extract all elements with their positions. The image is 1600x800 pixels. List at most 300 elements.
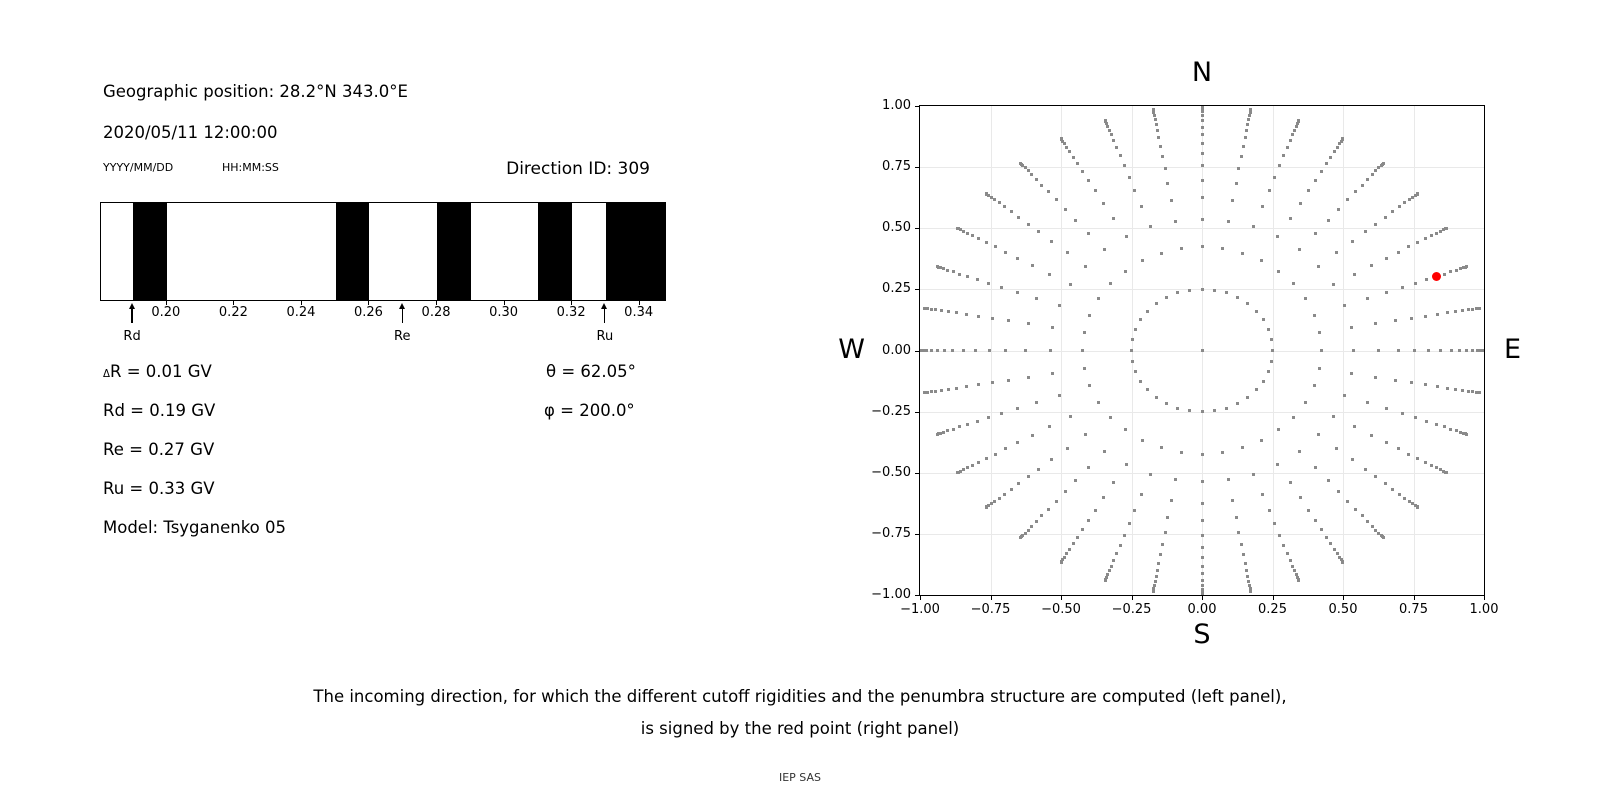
direction-dot [1157, 562, 1160, 565]
direction-dot [1153, 114, 1156, 117]
direction-dot [1140, 493, 1143, 496]
direction-dot [1055, 198, 1058, 201]
direction-dot [1455, 269, 1458, 272]
direction-dot [930, 390, 933, 393]
direction-dot [1443, 273, 1446, 276]
y-tick-label: −1.00 [871, 587, 911, 602]
direction-dot [1293, 129, 1296, 132]
direction-dot [1123, 164, 1126, 167]
direction-dot [987, 282, 990, 285]
direction-dot [1278, 164, 1281, 167]
direction-dot [1110, 565, 1113, 568]
direction-dot [952, 428, 955, 431]
direction-dot [1201, 579, 1204, 582]
direction-dot [1040, 184, 1043, 187]
direction-dot [965, 385, 968, 388]
direction-dot [1155, 575, 1158, 578]
direction-dot [1335, 251, 1338, 254]
direction-dot [1201, 133, 1204, 136]
direction-dot [1245, 129, 1248, 132]
direction-dot [1225, 291, 1228, 294]
y-tick-mark [915, 595, 919, 596]
direction-dot [1278, 534, 1281, 537]
direction-dot [956, 227, 959, 230]
direction-dot [1277, 270, 1280, 273]
direction-dot [1337, 490, 1340, 493]
gridline-horizontal [920, 228, 1484, 229]
direction-dot [1317, 433, 1320, 436]
direction-dot [1291, 133, 1294, 136]
direction-dot [1072, 542, 1075, 545]
direction-dot [1037, 468, 1040, 471]
direction-dot [1103, 450, 1106, 453]
direction-dot [1320, 349, 1323, 352]
direction-dot [1293, 569, 1296, 572]
direction-dot [990, 502, 993, 505]
direction-dot [1115, 146, 1118, 149]
direction-dot [1398, 493, 1401, 496]
direction-dot [1201, 556, 1204, 559]
direction-dot [1152, 108, 1155, 111]
direction-dot [1295, 125, 1298, 128]
direction-dot [1350, 372, 1353, 375]
direction-dot [1130, 349, 1133, 352]
direction-dot [1471, 349, 1474, 352]
direction-dot [1201, 126, 1204, 129]
direction-dot [1112, 481, 1115, 484]
direction-dot [1027, 223, 1030, 226]
direction-dot [1291, 565, 1294, 568]
direction-dot [1035, 520, 1038, 523]
direction-dot [942, 267, 945, 270]
direction-dot [1027, 376, 1030, 379]
direction-dot [1425, 278, 1428, 281]
direction-dot [1244, 136, 1247, 139]
direction-dot [1049, 349, 1052, 352]
direction-dot [1382, 162, 1385, 165]
direction-dot [936, 265, 939, 268]
direction-dot [1201, 105, 1204, 108]
direction-dot [1081, 349, 1084, 352]
direction-dot [1394, 319, 1397, 322]
direction-dot [1146, 310, 1149, 313]
direction-dot [990, 196, 993, 199]
direction-dot [919, 349, 922, 352]
direction-dot [1000, 286, 1003, 289]
x-tick-label: 0.75 [1399, 602, 1428, 617]
direction-dot [1060, 561, 1063, 564]
direction-dot [1083, 331, 1086, 334]
direction-dot [1273, 522, 1276, 525]
direction-dot [1149, 473, 1152, 476]
y-tick-label: 0.00 [882, 342, 911, 358]
direction-dot [1478, 307, 1481, 310]
direction-dot [1164, 531, 1167, 534]
direction-dot [976, 278, 979, 281]
direction-dot [1084, 265, 1087, 268]
direction-dot [1235, 182, 1238, 185]
direction-dot [1318, 331, 1321, 334]
direction-dot [934, 390, 937, 393]
direction-dot [1201, 349, 1204, 352]
direction-dot [962, 230, 965, 233]
direction-dot [936, 349, 939, 352]
direction-dot [930, 349, 933, 352]
direction-dot [1074, 479, 1077, 482]
direction-dot [977, 383, 980, 386]
ru-text: Ru = 0.33 GV [103, 479, 215, 498]
penumbra-band [133, 203, 167, 300]
direction-dot [1088, 384, 1091, 387]
y-tick-label: −0.50 [871, 464, 911, 480]
direction-dot [1267, 370, 1270, 373]
direction-dot [1119, 544, 1122, 547]
direction-dot [1112, 139, 1115, 142]
direction-dot [1087, 179, 1090, 182]
caption-line-1: The incoming direction, for which the different cutoff rigidities and the penumbra structure are computed (left panel), [313, 687, 1287, 706]
direction-dot [1201, 119, 1204, 122]
direction-dot [1134, 328, 1137, 331]
direction-dot [1074, 219, 1077, 222]
direction-dot [1354, 190, 1357, 193]
direction-dot [1352, 349, 1355, 352]
delta-r-value: R = 0.01 GV [110, 362, 212, 381]
x-tick-label: 0.20 [151, 305, 181, 320]
direction-dot [1161, 155, 1164, 158]
direction-dot [1104, 579, 1107, 582]
direction-dot [1035, 297, 1038, 300]
direction-dot [1125, 235, 1128, 238]
direction-dot [1262, 380, 1265, 383]
direction-dot [1087, 232, 1090, 235]
direction-dot [1366, 178, 1369, 181]
caption-line-2: is signed by the red point (right panel) [640, 719, 960, 738]
direction-dot [1016, 441, 1019, 444]
direction-dot [1201, 218, 1204, 221]
x-tick-mark [1132, 596, 1133, 600]
direction-dot [1397, 251, 1400, 254]
direction-dot [1149, 225, 1152, 228]
direction-dot [1010, 210, 1013, 213]
datetime-text: 2020/05/11 12:00:00 [103, 123, 278, 142]
direction-dot [1236, 402, 1239, 405]
direction-dot [1004, 251, 1007, 254]
direction-dot [1134, 370, 1137, 373]
rigidity-marker-line [402, 308, 403, 323]
direction-dot [1289, 217, 1292, 220]
direction-dot [1391, 210, 1394, 213]
direction-dot [1140, 205, 1143, 208]
x-tick-mark [920, 596, 921, 600]
direction-dot [1382, 536, 1385, 539]
direction-dot [1314, 179, 1317, 182]
direction-dot [1374, 322, 1377, 325]
direction-dot [1430, 234, 1433, 237]
direction-dot [1139, 318, 1142, 321]
direction-dot [1051, 372, 1054, 375]
direction-dot [1165, 402, 1168, 405]
direction-dot [1110, 133, 1113, 136]
direction-dot [1166, 182, 1169, 185]
direction-dot [1236, 296, 1239, 299]
direction-dot [1069, 415, 1072, 418]
x-tick-label: 0.50 [1328, 602, 1358, 617]
direction-dot [1361, 184, 1364, 187]
direction-dot [1155, 123, 1158, 126]
rigidity-marker-line [604, 308, 605, 323]
direction-dot [1353, 425, 1356, 428]
direction-dot [1329, 156, 1332, 159]
direction-dot [1125, 463, 1128, 466]
direction-dot [946, 429, 949, 432]
direction-dot [1478, 391, 1481, 394]
direction-dot [1058, 394, 1061, 397]
direction-dot [1201, 110, 1204, 113]
direction-dot [1401, 286, 1404, 289]
x-tick-label: −0.75 [970, 602, 1011, 617]
direction-dot [1446, 311, 1449, 314]
direction-dot [1031, 434, 1034, 437]
direction-dot [1364, 230, 1367, 233]
direction-dot [1482, 349, 1485, 352]
x-tick-mark [1202, 596, 1203, 600]
x-tick-label: 0.28 [421, 305, 451, 320]
direction-dot [1446, 387, 1449, 390]
direction-dot [1040, 514, 1043, 517]
direction-dot [985, 241, 988, 244]
direction-dot [1201, 584, 1204, 587]
direction-dot [1245, 569, 1248, 572]
direction-dot [1276, 463, 1279, 466]
direction-dot [1050, 458, 1053, 461]
direction-dot [1019, 162, 1022, 165]
direction-dot [1065, 146, 1068, 149]
direction-dot [1410, 317, 1413, 320]
direction-dot [956, 471, 959, 474]
direction-dot [923, 307, 926, 310]
direction-dot [1112, 217, 1115, 220]
direction-dot [1299, 496, 1302, 499]
direction-dot [934, 308, 937, 311]
direction-dot [1320, 170, 1323, 173]
direction-dot [1449, 428, 1452, 431]
direction-dot [1424, 461, 1427, 464]
direction-dot [1270, 360, 1273, 363]
direction-dot [1201, 164, 1204, 167]
direction-dot [994, 453, 997, 456]
direction-dot [955, 311, 958, 314]
direction-dot [925, 349, 928, 352]
direction-dot [1166, 516, 1169, 519]
direction-dot [1240, 543, 1243, 546]
direction-dot [1201, 288, 1204, 291]
direction-dot [1261, 493, 1264, 496]
direction-dot [1004, 349, 1007, 352]
penumbra-band [437, 203, 471, 300]
direction-dot [1231, 499, 1234, 502]
direction-dot [1069, 283, 1072, 286]
penumbra-band [606, 203, 665, 300]
y-tick-mark [915, 534, 919, 535]
direction-dot [1068, 548, 1071, 551]
direction-dot [1201, 565, 1204, 568]
direction-dot [1384, 482, 1387, 485]
direction-dot [1246, 396, 1249, 399]
direction-dot [1292, 282, 1295, 285]
direction-dot [1174, 478, 1177, 481]
direction-dot [1327, 479, 1330, 482]
direction-dot [976, 420, 979, 423]
direction-dot [1325, 162, 1328, 165]
direction-dot [1027, 475, 1030, 478]
direction-dot [1094, 509, 1097, 512]
direction-dot [1394, 379, 1397, 382]
direction-dot [930, 308, 933, 311]
direction-dot [1068, 150, 1071, 153]
direction-dot [1385, 441, 1388, 444]
x-tick-label: 0.00 [1187, 602, 1217, 617]
direction-dot [1188, 289, 1191, 292]
direction-dot [1292, 416, 1295, 419]
direction-dot [1201, 196, 1204, 199]
direction-dot [958, 425, 961, 428]
direction-dot [1298, 248, 1301, 251]
direction-dot [1336, 146, 1339, 149]
direction-dot [966, 466, 969, 469]
direction-dot [1066, 251, 1069, 254]
direction-dot [1242, 145, 1245, 148]
direction-dot [1286, 146, 1289, 149]
direction-dot [1087, 466, 1090, 469]
direction-dot [1416, 241, 1419, 244]
direction-dot [1262, 318, 1265, 321]
direction-dot [1277, 428, 1280, 431]
direction-dot [1231, 199, 1234, 202]
direction-dot [1180, 451, 1183, 454]
direction-dot [1273, 176, 1276, 179]
direction-dot [993, 500, 996, 503]
direction-dot [962, 468, 965, 471]
direction-dot [1128, 176, 1131, 179]
direction-dot [1064, 490, 1067, 493]
direction-dot [1260, 439, 1263, 442]
direction-dot [940, 309, 943, 312]
direction-dot [1109, 416, 1112, 419]
direction-dot [1435, 423, 1438, 426]
direction-dot [1297, 579, 1300, 582]
direction-dot [1403, 497, 1406, 500]
direction-dot [1176, 291, 1179, 294]
direction-dot [1248, 114, 1251, 117]
direction-dot [1374, 376, 1377, 379]
x-tick-label: 0.30 [489, 305, 519, 320]
direction-dot [1341, 561, 1344, 564]
direction-dot [1139, 380, 1142, 383]
direction-dot [1201, 546, 1204, 549]
direction-dot [1276, 235, 1279, 238]
direction-dot [1165, 296, 1168, 299]
direction-dot [1201, 519, 1204, 522]
direction-dot [1458, 349, 1461, 352]
direction-dot [966, 232, 969, 235]
direction-dot [993, 198, 996, 201]
direction-dot [1317, 265, 1320, 268]
direction-dot [1027, 169, 1030, 172]
direction-dot [1403, 201, 1406, 204]
direction-dot [1076, 162, 1079, 165]
direction-dot [1435, 232, 1438, 235]
direction-dot [1439, 349, 1442, 352]
direction-dot [1201, 152, 1204, 155]
direction-dot [1156, 129, 1159, 132]
direction-dot [1374, 475, 1377, 478]
direction-dot [1385, 257, 1388, 260]
x-tick-label: 0.24 [286, 305, 316, 320]
direction-dot [1017, 482, 1020, 485]
direction-dot [1050, 240, 1053, 243]
direction-dot [1201, 480, 1204, 483]
direction-dot [1370, 434, 1373, 437]
direction-dot [1450, 349, 1453, 352]
direction-dot [1051, 326, 1054, 329]
direction-dot [1000, 412, 1003, 415]
direction-dot [1329, 542, 1332, 545]
direction-dot [1289, 139, 1292, 142]
direction-dot [1449, 270, 1452, 273]
direction-dot [1188, 409, 1191, 412]
direction-dot [1007, 379, 1010, 382]
direction-dot [1227, 220, 1230, 223]
direction-dot [1332, 415, 1335, 418]
time-format-label: HH:MM:SS [222, 161, 279, 174]
x-tick-mark [1273, 596, 1274, 600]
direction-dot [1201, 453, 1204, 456]
direction-dot [1102, 496, 1105, 499]
y-tick-label: 0.75 [882, 159, 911, 175]
direction-dot [1035, 401, 1038, 404]
direction-dot [1351, 458, 1354, 461]
direction-dot [1019, 536, 1022, 539]
direction-dot [1247, 580, 1250, 583]
direction-dot [1048, 425, 1051, 428]
direction-dot [1366, 297, 1369, 300]
direction-dot [1374, 169, 1377, 172]
direction-dot [1031, 264, 1034, 267]
direction-dot [1298, 450, 1301, 453]
y-tick-label: −0.25 [871, 403, 911, 419]
direction-dot [1146, 388, 1149, 391]
compass-south-label: S [1193, 619, 1211, 650]
direction-dot [1454, 388, 1457, 391]
direction-dot [1170, 499, 1173, 502]
direction-dot [1017, 216, 1020, 219]
x-tick-mark [1343, 596, 1344, 600]
direction-dot [974, 349, 977, 352]
direction-dot [1249, 108, 1252, 111]
direction-dot [1313, 314, 1316, 317]
direction-dot [1384, 216, 1387, 219]
x-tick-label: −0.50 [1041, 602, 1081, 617]
direction-dot [1097, 401, 1100, 404]
direction-dot [958, 273, 961, 276]
direction-dot [1047, 508, 1050, 511]
direction-dot [1241, 446, 1244, 449]
direction-dot [1371, 173, 1374, 176]
direction-dot [1270, 338, 1273, 341]
direction-dot [1094, 189, 1097, 192]
direction-dot [1201, 502, 1204, 505]
direction-dot [1313, 384, 1316, 387]
